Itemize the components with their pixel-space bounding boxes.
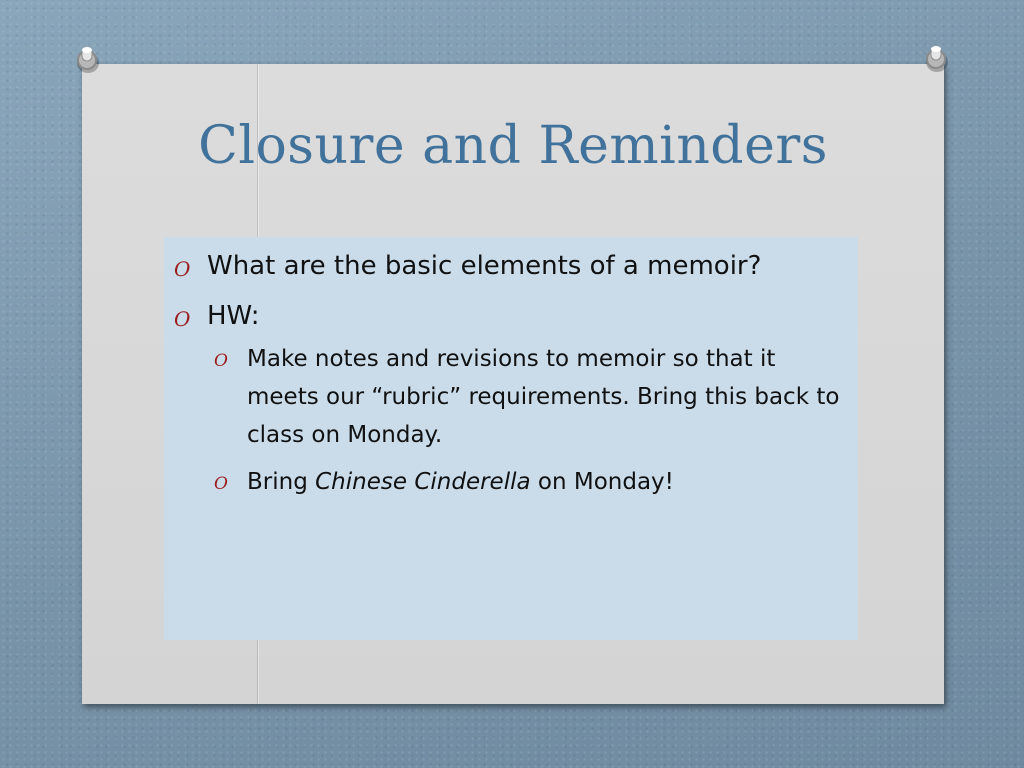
bullet-item	[174, 250, 854, 285]
pushpin-icon	[921, 43, 951, 73]
bullet-text: What are the basic elements of a memoir?	[207, 251, 762, 281]
bullet-marker: O	[174, 307, 191, 331]
pushpin-icon	[72, 44, 102, 74]
slide-title: Closure and Reminders	[198, 116, 828, 176]
sub-bullet-item	[214, 463, 854, 503]
bullet-text-end: on Monday!	[530, 469, 674, 495]
sub-bullet-item	[214, 340, 854, 454]
sub-bullet-text	[247, 463, 854, 501]
bullet-text-start: Bring	[247, 469, 316, 495]
book-title: Chinese Cinderella	[315, 469, 531, 495]
sub-bullet-text: Make notes and revisions to memoir so that it meets our “rubric” requirements. Bring this back to class on Monday.	[247, 346, 840, 448]
bullet-marker: O	[174, 257, 191, 281]
bullet-item	[174, 300, 854, 335]
bullet-marker: O	[214, 474, 228, 494]
bullet-text: HW:	[207, 301, 260, 331]
bullet-marker: O	[214, 351, 228, 371]
content-placeholder	[164, 237, 858, 640]
